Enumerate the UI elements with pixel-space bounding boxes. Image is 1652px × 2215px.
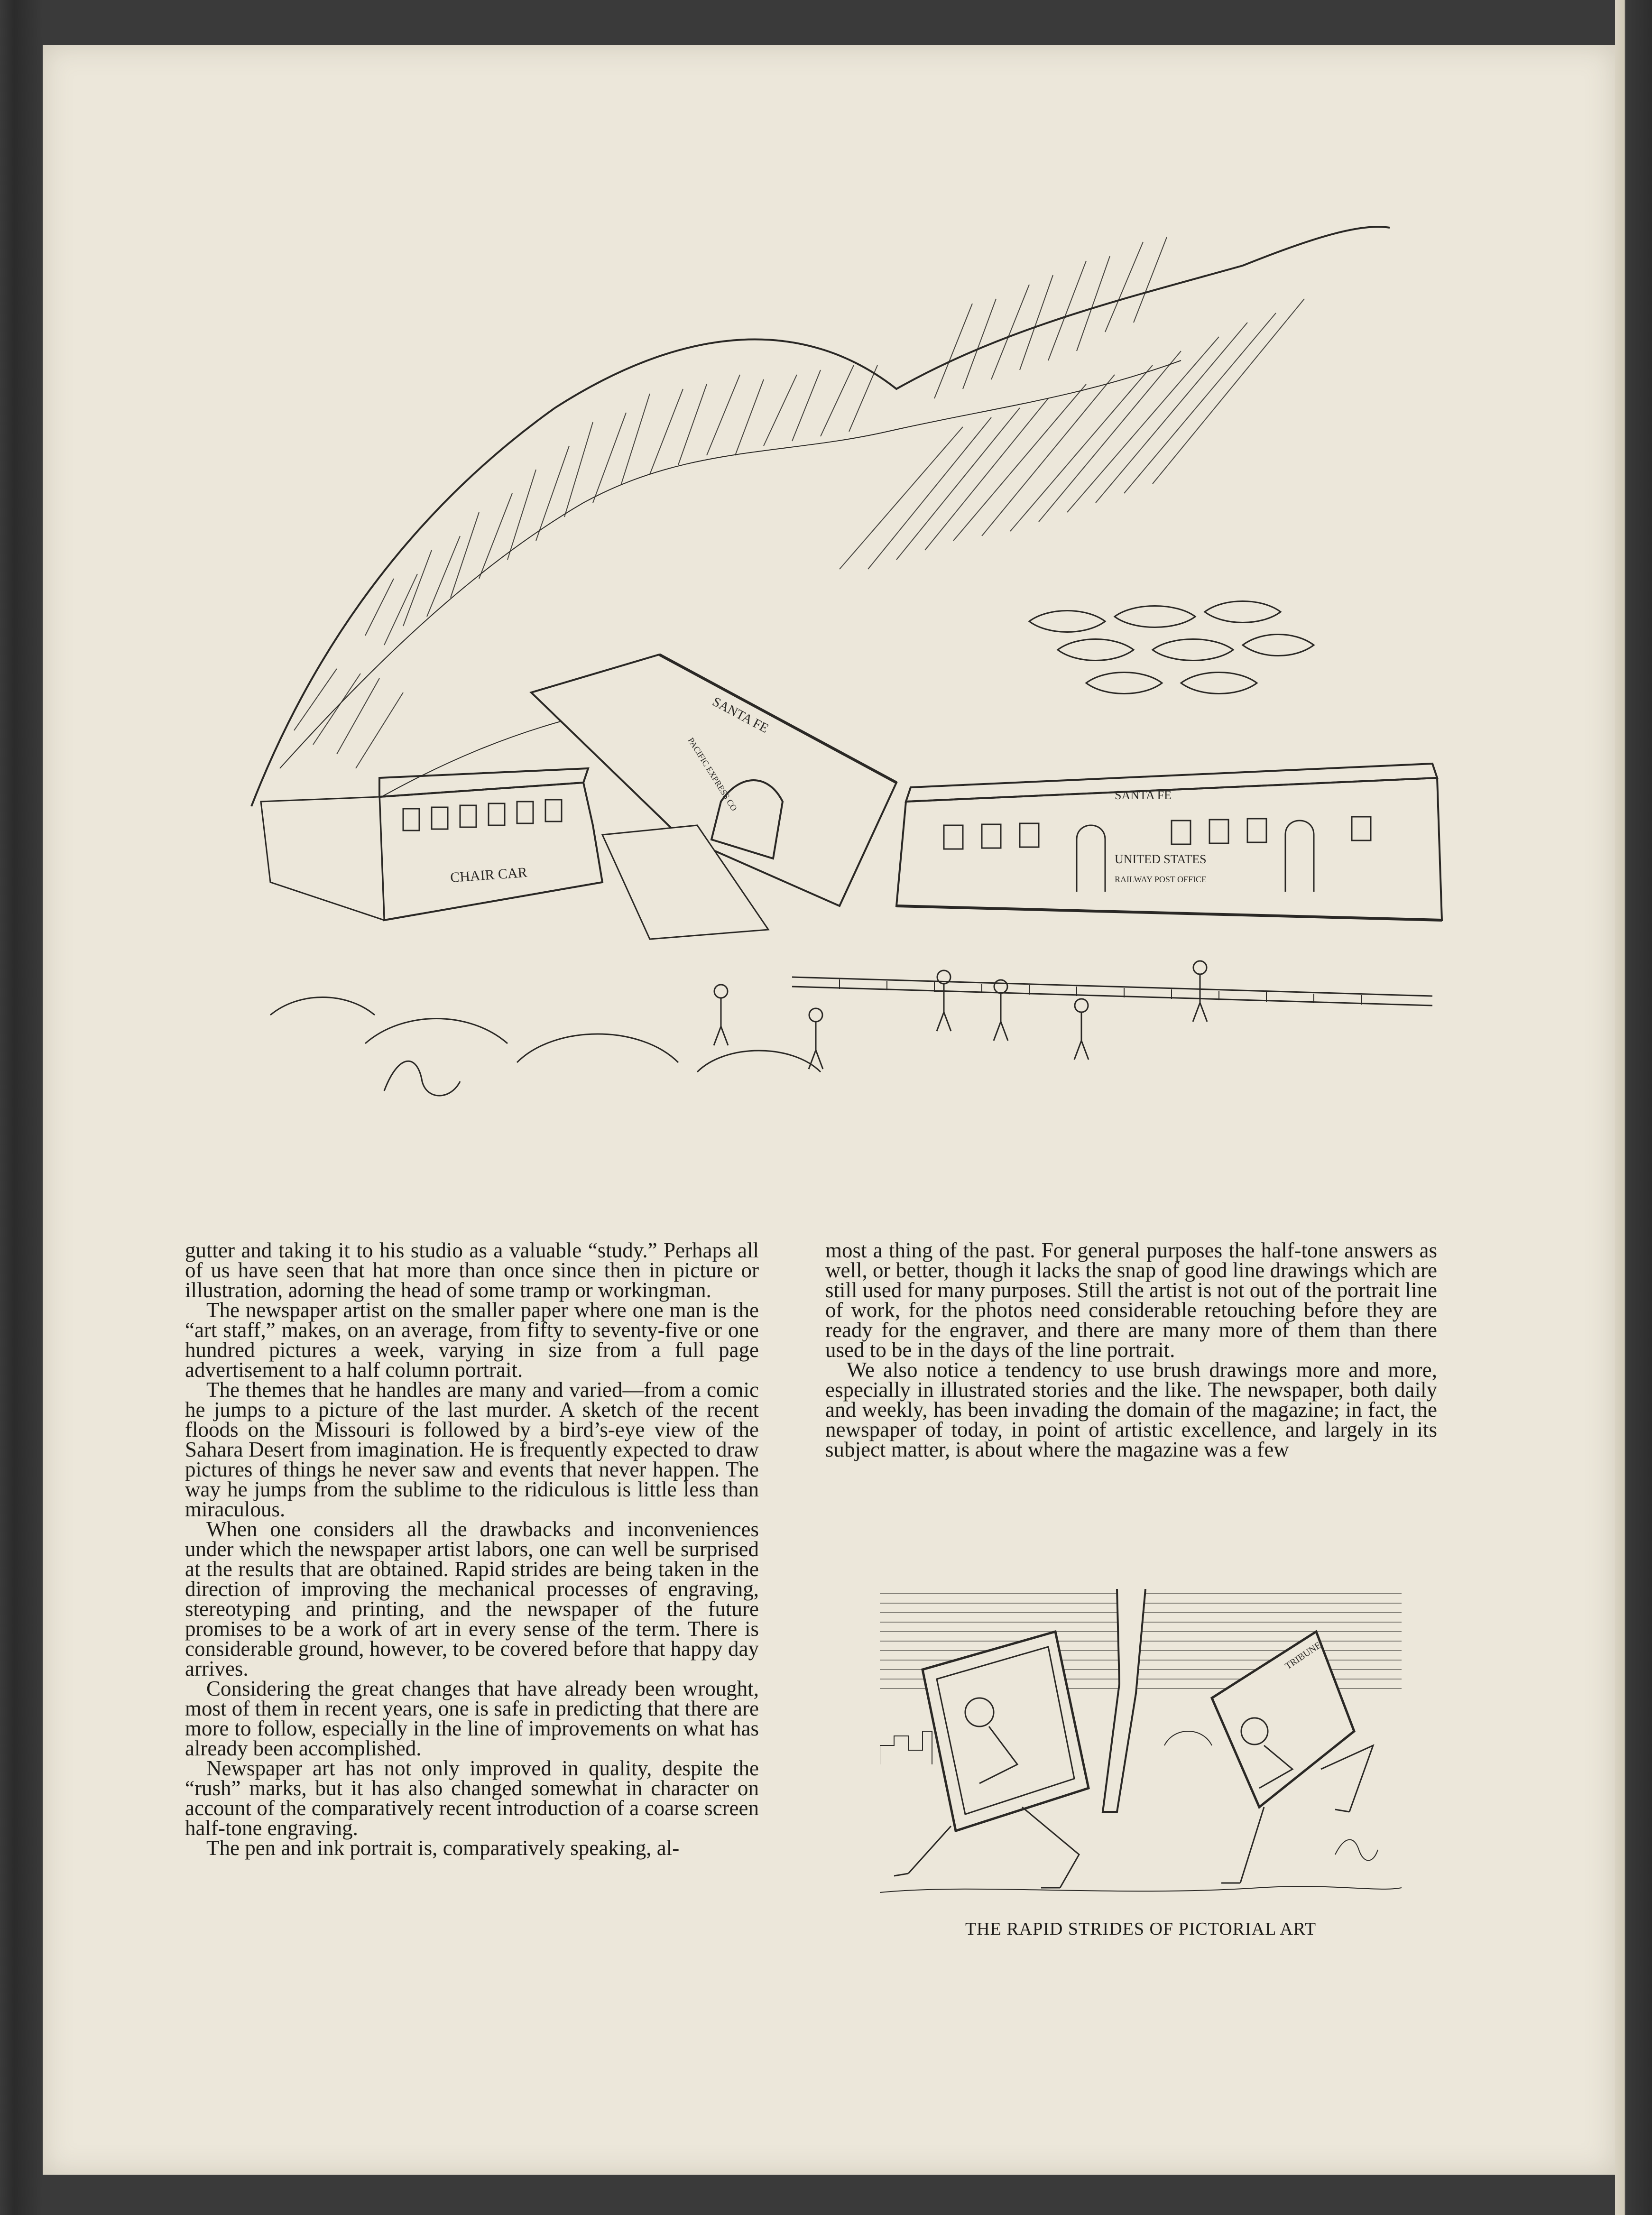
pictorial-art-cartoon <box>880 1589 1402 1904</box>
hillside-outline <box>251 227 1390 806</box>
crowd-figures <box>714 961 1207 1069</box>
chair-car <box>379 768 602 920</box>
chair-car-label: CHAIR CAR <box>450 864 528 886</box>
paragraph: Newspaper art has not only improved in quality, despite the “rush” marks, but it has also changed somewhat in character on account of the comparatively recent introduction of a coarse screen half-tone engraving. <box>185 1756 759 1840</box>
paragraph: We also notice a tendency to use brush drawings more and more, especially in illustrated stories and the like. The newspaper, both daily and weekly, has been invading the domain of the magazine; in fact, the newspaper of today, in point of artistic excellence, and largely in its subject matter, is about where the magazine was a few <box>825 1358 1437 1461</box>
mail-car-label-2: RAILWAY POST OFFICE <box>1115 875 1207 884</box>
paragraph: gutter and taking it to his studio as a valuable “study.” Perhaps all of us have seen that hat more than once since then in picture or illustration, adorning the head of some tramp or workingman. <box>185 1238 759 1302</box>
tribune-label: TRIBUNE <box>1283 1640 1323 1672</box>
paragraph: When one considers all the drawbacks and inconveniences under which the newspaper artist labors, one can well be surprised at the results that are obtained. Rapid strides are being taken in the direction of improving the mechanical processes of engraving, stereotyping and printing, and the newspaper of the future promises to be a work of art in every sense of the term. There is considerable ground, however, to be covered before that happy day arrives. <box>185 1517 759 1680</box>
cartoon-caption: THE RAPID STRIDES OF PICTORIAL ART <box>965 1919 1317 1939</box>
rail-track <box>792 977 1432 1006</box>
mail-car-label-1: UNITED STATES <box>1115 852 1207 866</box>
artist-signature <box>384 1061 460 1096</box>
foreground-rocks <box>270 997 821 1072</box>
paragraph: Considering the great changes that have already been wrought, most of them in recent years, one is safe in predicting that there are more to follow, especially in the line of improvements on what has already been accomplished. <box>185 1677 759 1760</box>
paragraph: The themes that he handles are many and varied—from a comic he jumps to a picture of the last murder. A sketch of the recent floods on the Missouri is followed by a bird’s-eye view of the Sahara Desert from imagination. He is frequently expected to draw pictures of things he never saw and events that never happen. The way he jumps from the sublime to the ridiculous is little less than miraculous. <box>185 1378 759 1521</box>
rock-wall <box>1029 601 1314 694</box>
overturned-car-label: SANTA FE <box>710 694 771 736</box>
express-co-label: PACIFIC EXPRESS CO <box>686 736 739 813</box>
page-edge <box>1615 0 1652 2215</box>
paragraph: most a thing of the past. For general purposes the half-tone answers as well, or better, though it lacks the snap of good line drawings which are still used for many purposes. Still the artist is not out of the portrait line of work, for the photos need considerable retouching before they are ready for the engraver, and there are many more of them than there used to be in the days of the line portrait. <box>825 1238 1437 1362</box>
text-column-right <box>825 1240 1437 1459</box>
paragraph: The pen and ink portrait is, comparatively speaking, al- <box>206 1836 680 1860</box>
text-column-left <box>185 1240 759 1858</box>
far-car <box>261 797 384 920</box>
mail-car <box>896 764 1442 920</box>
train-wreck-illustration <box>223 209 1451 1138</box>
mail-car-roof-label: SANTA FE <box>1115 788 1172 802</box>
paragraph: The newspaper artist on the smaller paper where one man is the “art staff,” makes, on an average, from fifty to seventy-five or one hundred pictures a week, varying in size from a full page advertisement to a half column portrait. <box>185 1298 759 1382</box>
